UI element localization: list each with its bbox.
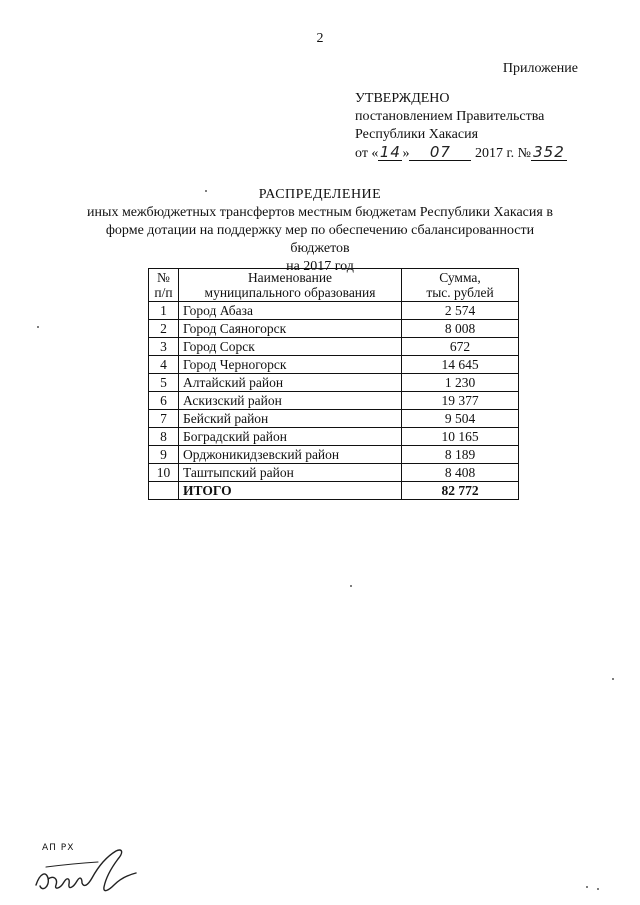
table-header-row bbox=[149, 269, 519, 302]
table-row bbox=[149, 464, 519, 482]
approval-heading: УТВЕРЖДЕНО bbox=[355, 91, 450, 106]
row-sum: 2 574 bbox=[402, 302, 519, 320]
date-day-close: » bbox=[402, 146, 410, 161]
approval-date-line bbox=[355, 144, 567, 163]
approval-block bbox=[355, 90, 567, 163]
row-num: 10 bbox=[149, 464, 179, 482]
title-heading: РАСПРЕДЕЛЕНИЕ bbox=[258, 187, 382, 202]
row-name: Бейский район bbox=[179, 410, 402, 428]
title-line-1: иных межбюджетных трансфертов местным бюджетам Республики Хакасия в bbox=[87, 205, 553, 220]
table-row bbox=[149, 374, 519, 392]
row-sum: 8 008 bbox=[402, 320, 519, 338]
document-title bbox=[80, 186, 560, 276]
row-name: Город Черногорск bbox=[179, 356, 402, 374]
row-name: Алтайский район bbox=[179, 374, 402, 392]
header-name bbox=[179, 269, 402, 302]
table-row bbox=[149, 338, 519, 356]
header-num bbox=[149, 269, 179, 302]
row-sum: 8 189 bbox=[402, 446, 519, 464]
row-sum: 14 645 bbox=[402, 356, 519, 374]
handwritten-signature bbox=[32, 845, 157, 900]
row-num: 7 bbox=[149, 410, 179, 428]
stamp-label: АП РХ bbox=[42, 843, 75, 853]
row-name: Аскизский район bbox=[179, 392, 402, 410]
header-sum bbox=[402, 269, 519, 302]
row-num: 1 bbox=[149, 302, 179, 320]
header-name-line-2: муниципального образования bbox=[204, 285, 376, 300]
scan-speck bbox=[612, 678, 614, 680]
table-row bbox=[149, 302, 519, 320]
title-line-2: форме дотации на поддержку мер по обеспечению сбалансированности бюджетов bbox=[105, 223, 535, 256]
row-sum: 1 230 bbox=[402, 374, 519, 392]
row-num: 8 bbox=[149, 428, 179, 446]
approval-number: 352 bbox=[531, 144, 567, 161]
approval-line-2: Республики Хакасия bbox=[355, 127, 479, 142]
total-label: ИТОГО bbox=[179, 482, 402, 500]
appendix-label: Приложение bbox=[502, 61, 578, 76]
row-num: 4 bbox=[149, 356, 179, 374]
row-num: 3 bbox=[149, 338, 179, 356]
table-row bbox=[149, 392, 519, 410]
scan-speck bbox=[597, 888, 599, 890]
approval-month: 07 bbox=[409, 144, 471, 161]
row-sum: 10 165 bbox=[402, 428, 519, 446]
row-num: 6 bbox=[149, 392, 179, 410]
row-sum: 8 408 bbox=[402, 464, 519, 482]
row-name: Боградский район bbox=[179, 428, 402, 446]
total-sum: 82 772 bbox=[402, 482, 519, 500]
row-name: Город Абаза bbox=[179, 302, 402, 320]
header-num-line-2: п/п bbox=[154, 285, 173, 300]
table-row bbox=[149, 446, 519, 464]
title-line-3: на 2017 год bbox=[286, 259, 354, 274]
approval-line-1: постановлением Правительства bbox=[355, 109, 545, 124]
header-sum-line-2: тыс. рублей bbox=[426, 285, 494, 300]
approval-year-text: 2017 г. № bbox=[474, 146, 531, 161]
table-row bbox=[149, 428, 519, 446]
scan-speck bbox=[350, 585, 352, 587]
scan-speck bbox=[205, 190, 207, 192]
row-name: Орджоникидзевский район bbox=[179, 446, 402, 464]
row-sum: 19 377 bbox=[402, 392, 519, 410]
row-sum: 672 bbox=[402, 338, 519, 356]
scan-speck bbox=[586, 886, 588, 888]
header-sum-line-1: Сумма, bbox=[439, 270, 481, 285]
page-number: 2 bbox=[316, 31, 324, 46]
approval-day: 14 bbox=[379, 143, 401, 161]
row-sum: 9 504 bbox=[402, 410, 519, 428]
row-name: Город Сорск bbox=[179, 338, 402, 356]
table-row bbox=[149, 320, 519, 338]
date-prefix: от « bbox=[355, 146, 379, 161]
row-num: 2 bbox=[149, 320, 179, 338]
header-num-line-1: № bbox=[157, 270, 170, 285]
table-row bbox=[149, 356, 519, 374]
table-total-row bbox=[149, 482, 519, 500]
table-row bbox=[149, 410, 519, 428]
row-num: 9 bbox=[149, 446, 179, 464]
distribution-table bbox=[148, 268, 519, 500]
row-num: 5 bbox=[149, 374, 179, 392]
header-name-line-1: Наименование bbox=[247, 270, 333, 285]
total-num-empty bbox=[149, 482, 179, 500]
scan-speck bbox=[37, 326, 39, 328]
row-name: Город Саяногорск bbox=[179, 320, 402, 338]
row-name: Таштыпский район bbox=[179, 464, 402, 482]
